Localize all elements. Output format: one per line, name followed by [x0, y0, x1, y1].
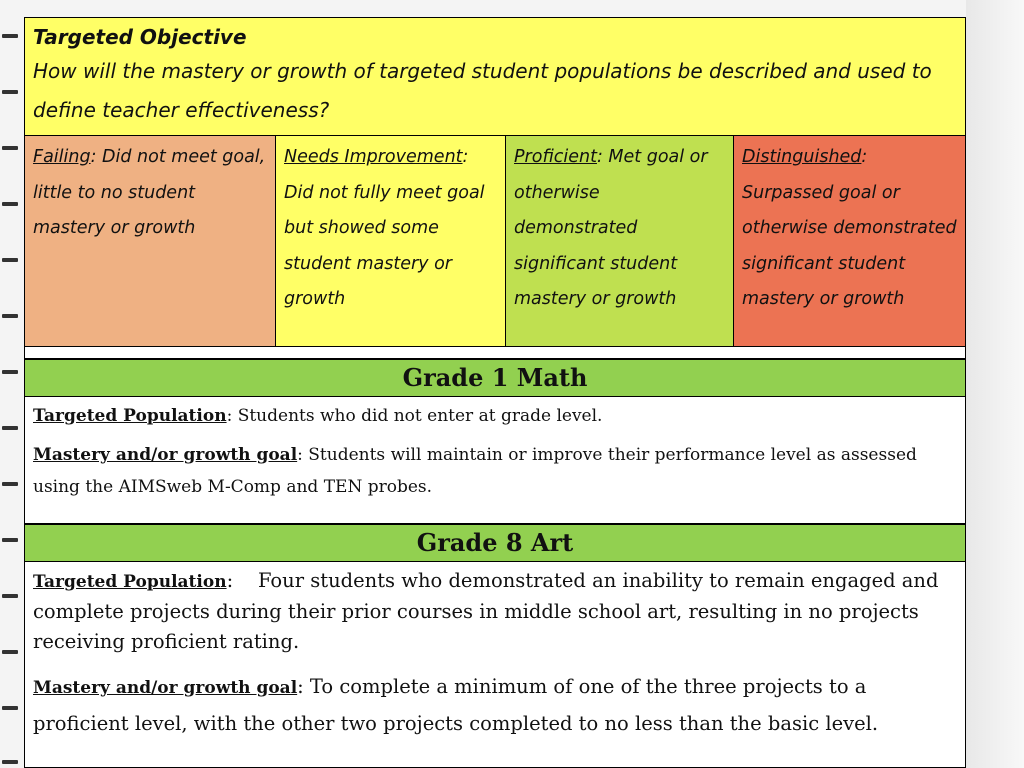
row-spacer	[25, 347, 965, 359]
level-description: : Did not fully meet goal but showed some student mastery or growth	[284, 147, 485, 309]
objective-table	[24, 17, 966, 768]
targeted-objective-cell	[25, 18, 965, 136]
level-label: Needs Improvement	[284, 147, 463, 167]
page-edge	[966, 0, 1024, 768]
grade-8-art-header: Grade 8 Art	[25, 524, 965, 562]
level-distinguished	[734, 136, 965, 346]
goal-text: : To complete a minimum of one of the three projects to a proficient level, with the other two projects completed to no less than the basic level.	[33, 675, 879, 735]
goal-label: Mastery and/or growth goal	[33, 678, 298, 698]
grade-1-math-body	[25, 397, 965, 524]
targeted-population	[33, 566, 957, 657]
level-label: Proficient	[514, 147, 597, 167]
growth-goal	[33, 439, 957, 503]
level-needs-improvement	[276, 136, 506, 346]
level-description: : Did not meet goal, little to no student mastery or growth	[33, 147, 266, 238]
objective-question: How will the mastery or growth of targeted student populations be described and used to define teacher effectiveness?	[33, 59, 932, 122]
population-label: Targeted Population	[33, 406, 227, 426]
slide-binding-rings	[0, 0, 20, 768]
level-proficient	[506, 136, 734, 346]
grade-1-math-header: Grade 1 Math	[25, 359, 965, 397]
level-label: Distinguished	[742, 147, 862, 167]
goal-label: Mastery and/or growth goal	[33, 445, 298, 465]
level-description: : Surpassed goal or otherwise demonstrated significant student mastery or growth	[742, 147, 957, 309]
growth-goal	[33, 669, 957, 741]
level-label: Failing	[33, 147, 91, 167]
population-text: : Students who did not enter at grade level.	[226, 406, 603, 426]
targeted-population	[33, 401, 957, 431]
grade-8-art-body	[25, 562, 965, 767]
level-description: : Met goal or otherwise demonstrated significant student mastery or growth	[514, 147, 708, 309]
level-failing	[25, 136, 276, 346]
rating-levels-row	[25, 136, 965, 347]
population-text: : Four students who demonstrated an inability to remain engaged and complete projects during their prior courses in middle school art, resulting in no projects receiving proficient rating.	[33, 569, 945, 653]
objective-title: Targeted Objective	[33, 25, 247, 49]
population-label: Targeted Population	[33, 572, 227, 592]
goal-text: : Students will maintain or improve their performance level as assessed using the AIMSweb M-Comp and TEN probes.	[33, 445, 917, 497]
